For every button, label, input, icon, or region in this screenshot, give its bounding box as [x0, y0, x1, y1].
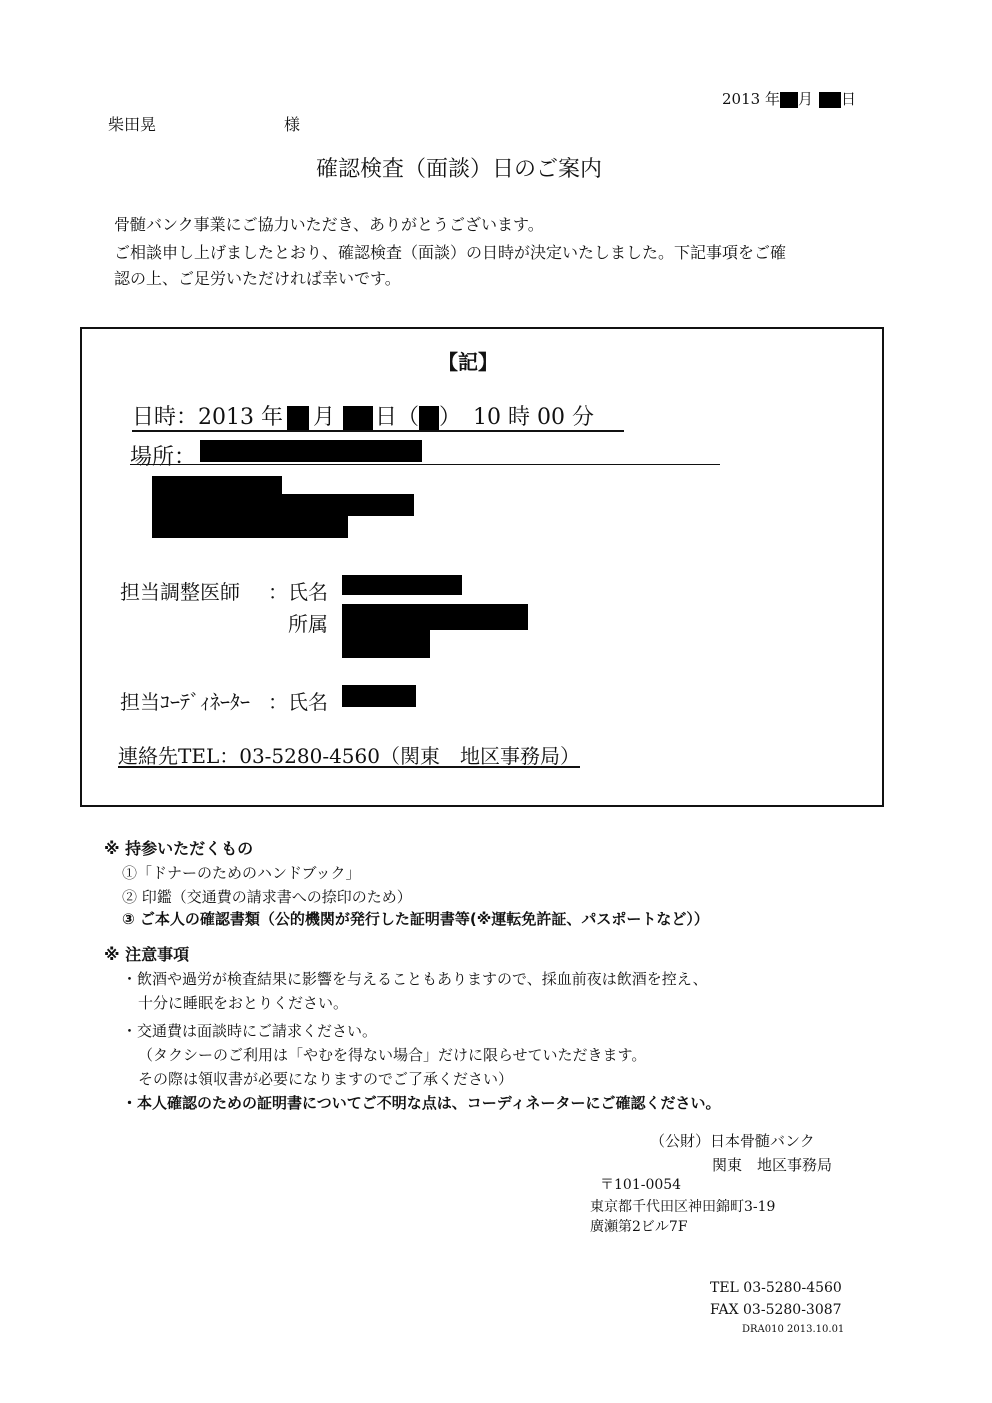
document-title: 確認検査（面談）日のご案内 [316, 157, 603, 182]
note-line-4: （タクシーのご利用は「やむを得ない場合」だけに限らせていただきます。 [138, 1046, 647, 1064]
date-day: 日 [840, 90, 856, 108]
redacted-doctor-name [342, 575, 462, 595]
recipient-honorific: 様 [284, 115, 301, 134]
redacted-block [343, 406, 373, 430]
intro-line-3: 認の上、ご足労いただければ幸いです。 [114, 269, 401, 288]
datetime-time: 10 時 00 分 [473, 405, 594, 430]
sender-fax: FAX 03-5280-3087 [710, 1302, 842, 1318]
box-heading: 【記】 [438, 350, 498, 374]
redacted-affiliation-1 [342, 604, 528, 630]
notes-heading: ※ 注意事項 [104, 945, 190, 964]
note-line-3: ・交通費は面談時にご請求ください。 [122, 1022, 378, 1040]
redacted-address-2 [152, 494, 414, 516]
sender-address-2: 廣瀬第2ビル7F [590, 1219, 688, 1235]
items-heading: ※ 持参いただくもの [104, 839, 254, 858]
doctor-label: 担当調整医師 [120, 580, 240, 604]
redacted-block [287, 406, 309, 430]
document-date [722, 88, 856, 109]
recipient-name: 柴田晃 [108, 115, 157, 134]
redacted-coordinator-name [342, 685, 416, 707]
datetime-label: 日時：2013 年 [132, 405, 283, 430]
item-2: ② 印鑑（交通費の請求書への捺印のため） [122, 888, 412, 906]
coordinator-label: 担当ｺｰﾃﾞｨﾈｰﾀｰ [120, 690, 250, 714]
date-month: 月 [797, 90, 813, 108]
document-code: DRA010 2013.10.01 [742, 1324, 845, 1335]
datetime-close: ） [439, 405, 462, 430]
redacted-address-3 [152, 516, 348, 538]
sender-postal: 〒101-0054 [600, 1177, 682, 1193]
item-3: ③ ご本人の確認書類（公的機関が発行した証明書等(※運転免許証、パスポートなど）） [122, 910, 709, 928]
item-1: ①「ドナーのためのハンドブック」 [122, 864, 361, 882]
note-line-6: ・本人確認のための証明書についてご不明な点は、コーディネーターにご確認ください。 [122, 1094, 721, 1112]
doctor-affiliation-label: 所属 [288, 612, 328, 636]
note-line-5: その際は領収書が必要になりますのでご了承ください） [138, 1070, 514, 1088]
details-box [80, 327, 884, 807]
datetime-day: 日（ [375, 405, 420, 430]
place-label: 場所： [130, 445, 197, 470]
datetime-month: 月 [312, 405, 335, 430]
redacted-place [200, 440, 422, 462]
sender-org: （公財）日本骨髄バンク [650, 1132, 815, 1150]
redacted-address-1 [152, 476, 282, 494]
date-year: 2013 年 [722, 90, 780, 108]
intro-line-2: ご相談申し上げましたとおり、確認検査（面談）の日時が決定いたしました。下記事項をご確 [114, 243, 787, 262]
datetime-row [132, 400, 624, 432]
sender-office: 関東 地区事務局 [712, 1156, 833, 1174]
contact-line: 連絡先TEL：03-5280-4560（関東 地区事務局） [118, 740, 580, 768]
redacted-block [819, 92, 841, 108]
note-line-1: ・飲酒や過労が検査結果に影響を与えることもありますので、採血前夜は飲酒を控え、 [122, 970, 708, 988]
place-underline [130, 464, 720, 465]
coordinator-name-label: ：氏名 [268, 690, 328, 714]
sender-address-1: 東京都千代田区神田錦町3-19 [590, 1199, 776, 1215]
note-line-2: 十分に睡眠をおとりください。 [138, 994, 349, 1012]
redacted-affiliation-2 [342, 630, 430, 658]
redacted-block [780, 92, 798, 108]
redacted-block [419, 406, 439, 430]
sender-tel: TEL 03-5280-4560 [710, 1280, 842, 1296]
doctor-name-label: ：氏名 [268, 580, 328, 604]
intro-line-1: 骨髄バンク事業にご協力いただき、ありがとうございます。 [114, 215, 544, 234]
